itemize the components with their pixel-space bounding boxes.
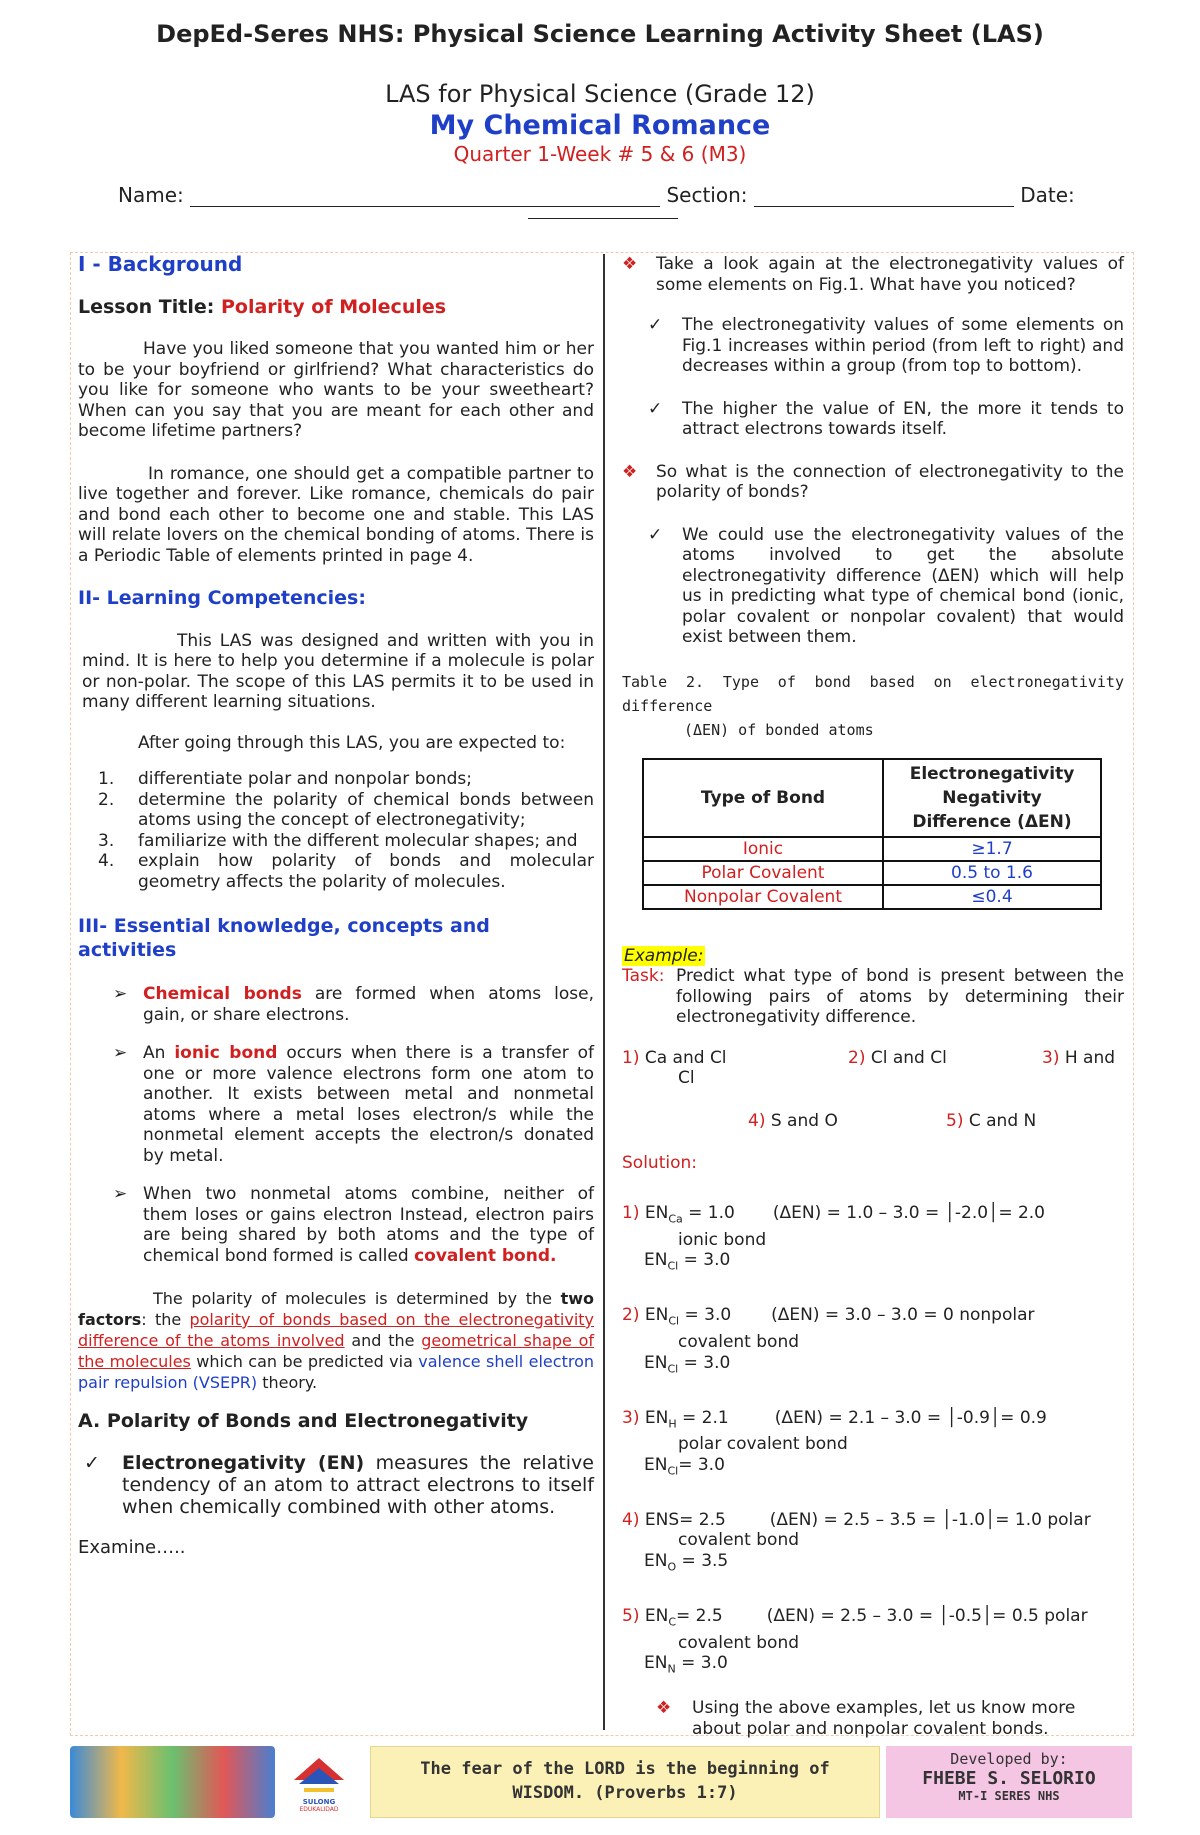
table-row: Ionic ≥1.7 [643, 837, 1101, 861]
electronegativity-definition: ✓ Electronegativity (EN) measures the relative tendency of an atom to attract electrons to itself when chemically combined with other atoms. [78, 1452, 594, 1518]
objectives-list [78, 769, 594, 892]
check-icon: ✓ [648, 315, 663, 335]
list-item: 4) S and O [748, 1110, 838, 1131]
student-info-line [118, 183, 1118, 207]
lesson-title: Polarity of Molecules [220, 295, 447, 318]
svg-text:EDUKALIDAD: EDUKALIDAD [299, 1806, 339, 1812]
name-label: Name: [118, 183, 184, 207]
right-column [622, 254, 1124, 1739]
pairs-row-2 [622, 1111, 1124, 1131]
answer-1: ✓ The electronegativity values of some elements on Fig.1 increases within period (from left to right) and decreases within a group (from top to bottom). [622, 315, 1124, 377]
list-item: Cl [678, 1067, 695, 1088]
table-caption-2: (ΔEN) of bonded atoms [684, 720, 874, 739]
answer-2: ✓ The higher the value of EN, the more it tends to attract electrons towards itself. [622, 399, 1124, 440]
check-icon: ✓ [648, 524, 663, 545]
list-item: 5) $EN_C= 2.5$ (ΔEN) = 2.5 – 3.0 = │-0.5│= 0.5 polar covalent bond $EN_N = 3.0$ [622, 1605, 1088, 1676]
arrow-bullet-icon: ➢ [113, 1043, 128, 1063]
list-item: 2) Cl and Cl [848, 1047, 947, 1068]
date-label: Date: [1020, 183, 1075, 207]
list-item: 3. familiarize with the different molecular shapes; and [98, 830, 578, 851]
section-a-heading: A. Polarity of Bonds and Electronegativity [78, 1410, 529, 1432]
lesson-title-line: Lesson Title: Polarity of Molecules [78, 295, 447, 318]
left-column [78, 254, 594, 1558]
section-field[interactable] [754, 186, 1014, 207]
pairs-row-1 [622, 1048, 1124, 1088]
solution-label: Solution: [622, 1152, 697, 1173]
bond-type-table [642, 758, 1102, 910]
bullet-covalent-bond: ➢ When two nonmetal atoms combine, neither of them loses or gains electron Instead, electron pairs are being shared by both atoms and the type of chemical bond formed is called covalent bond. [78, 1184, 594, 1266]
section-label: Section: [666, 183, 748, 207]
footer [70, 1746, 1132, 1818]
sheet-header: DepEd-Seres NHS: Physical Science Learning Activity Sheet (LAS) [156, 20, 1044, 48]
list-item: 4. explain how polarity of bonds and molecular geometry affects the polarity of molecules. [98, 851, 594, 892]
example-label: Example: [624, 945, 704, 966]
table-header-type: Type of Bond [643, 759, 883, 837]
table-header-row [643, 759, 1101, 837]
table-caption: Table 2. Type of bond based on electronegativity difference [622, 672, 1124, 715]
closing-note: ❖ Using the above examples, let us know more about polar and nonpolar covalent bonds. [656, 1698, 1076, 1739]
quarter-label: Quarter 1-Week # 5 & 6 (M3) [453, 142, 747, 166]
check-icon: ✓ [84, 1451, 100, 1474]
las-subtitle: LAS for Physical Science (Grade 12) [385, 80, 815, 108]
list-item: 1) Ca and Cl [622, 1047, 727, 1068]
intro-paragraph-1: Have you liked someone that you wanted him or her to be your boyfriend or girlfriend? What characteristics do you like for someone who wants to be your sweetheart? When can you say that you are meant for each other and become lifetime partners? [78, 339, 594, 441]
list-item: 1. differentiate polar and nonpolar bonds; [98, 769, 472, 789]
intro-paragraph-2: In romance, one should get a compatible partner to live together and forever. Like romance, chemicals do pair and bond each other to become one and stable. This LAS will relate lovers on the chemical bonding of atoms. There is a Periodic Table of elements printed in page 4. [78, 463, 594, 566]
essential-heading: III- Essential knowledge, concepts and activities [78, 915, 490, 961]
question-2: ❖ So what is the connection of electronegativity to the polarity of bonds? [622, 461, 1124, 502]
svg-text:SULONG: SULONG [302, 1798, 336, 1806]
answer-3: ✓ We could use the electronegativity values of the atoms involved to get the absolute electronegativity difference (ΔEN) which will help us in predicting what type of chemical bond (ionic, polar covalent or nonpolar covalent) that would exist between them. [622, 525, 1124, 648]
bible-quote: The fear of the LORD is the beginning of WISDOM. (Proverbs 1:7) [370, 1746, 880, 1818]
polarity-factors-paragraph: The polarity of molecules is determined by the two factors: the polarity of bonds based on the electronegativity difference of the atoms involved and the geometrical shape of the molecules which can be predicted via valence shell electron pair repulsion (VSEPR) theory. [78, 1289, 594, 1392]
students-banner-image [70, 1746, 275, 1818]
list-item: 2. determine the polarity of chemical bonds between atoms using the concept of electronegativity; [98, 789, 594, 830]
bullet-ionic-bond: ➢ An ionic bond occurs when there is a transfer of one or more valence electrons form one atom to another. It exists between metal and nonmetal atoms where a metal loses electron/s while the nonmetal element accepts the electron/s donated by metal. [78, 1043, 594, 1166]
check-icon: ✓ [648, 398, 663, 419]
diamond-bullet-icon: ❖ [656, 1698, 672, 1719]
table-row: Polar Covalent 0.5 to 1.6 [643, 861, 1101, 885]
column-divider [603, 254, 605, 1730]
table-header-en: Electronegativity Negativity Difference (ΔEN) [883, 759, 1101, 837]
table-row: Nonpolar Covalent ≤0.4 [643, 885, 1101, 909]
list-item: 3) H and [1042, 1047, 1116, 1068]
task-line: Task: Predict what type of bond is present between the following pairs of atoms by determining their electronegativity difference. [622, 966, 1124, 1027]
diamond-bullet-icon: ❖ [622, 461, 638, 482]
competencies-heading: II- Learning Competencies: [78, 587, 366, 609]
expected-label: After going through this LAS, you are expected to: [138, 732, 566, 753]
diamond-bullet-icon: ❖ [622, 254, 638, 274]
competencies-paragraph: This LAS was designed and written with you in mind. It is here to help you determine if a molecule is polar or non-polar. The scope of this LAS permits it to be used in many different learning situations. [82, 630, 594, 712]
name-field[interactable] [190, 186, 660, 207]
arrow-bullet-icon: ➢ [113, 1184, 128, 1204]
page-title: My Chemical Romance [429, 110, 771, 141]
developer-credit: Developed by: FHEBE S. SELORIO MT-I SERES NHS [886, 1746, 1132, 1818]
solutions-list [622, 1203, 1124, 1680]
list-item: 3) $EN_H = 2.1$ (ΔEN) = 2.1 – 3.0 = │-0.9│= 0.9 polar covalent bond $EN_{Cl}= 3.0$ [622, 1407, 1047, 1478]
question-1: ❖ Take a look again at the electronegativity values of some elements on Fig.1. What have you noticed? [622, 254, 1124, 295]
examine-label: Examine….. [78, 1536, 186, 1558]
date-field[interactable] [528, 218, 678, 219]
bullet-chemical-bonds: ➢ Chemical bonds are formed when atoms lose, gain, or share electrons. [78, 984, 594, 1025]
sulong-edukalidad-logo [284, 1750, 354, 1812]
list-item: 2) $EN_{Cl} = 3.0$ (ΔEN) = 3.0 – 3.0 = 0 nonpolar covalent bond $EN_{Cl} = 3.0$ [622, 1305, 1035, 1376]
background-heading: I - Background [78, 252, 243, 276]
list-item: 4) ENS= 2.5 (ΔEN) = 2.5 – 3.5 = │-1.0│= 1.0 polar covalent bond $EN_O = 3.5$ [622, 1509, 1091, 1574]
list-item: 1) $EN_{Ca} = 1.0$ (ΔEN) = 1.0 – 3.0 = │-2.0│= 2.0 ionic bond $EN_{Cl} = 3.0$ [622, 1203, 1046, 1273]
arrow-bullet-icon: ➢ [113, 984, 128, 1004]
list-item: 5) C and N [946, 1110, 1037, 1131]
